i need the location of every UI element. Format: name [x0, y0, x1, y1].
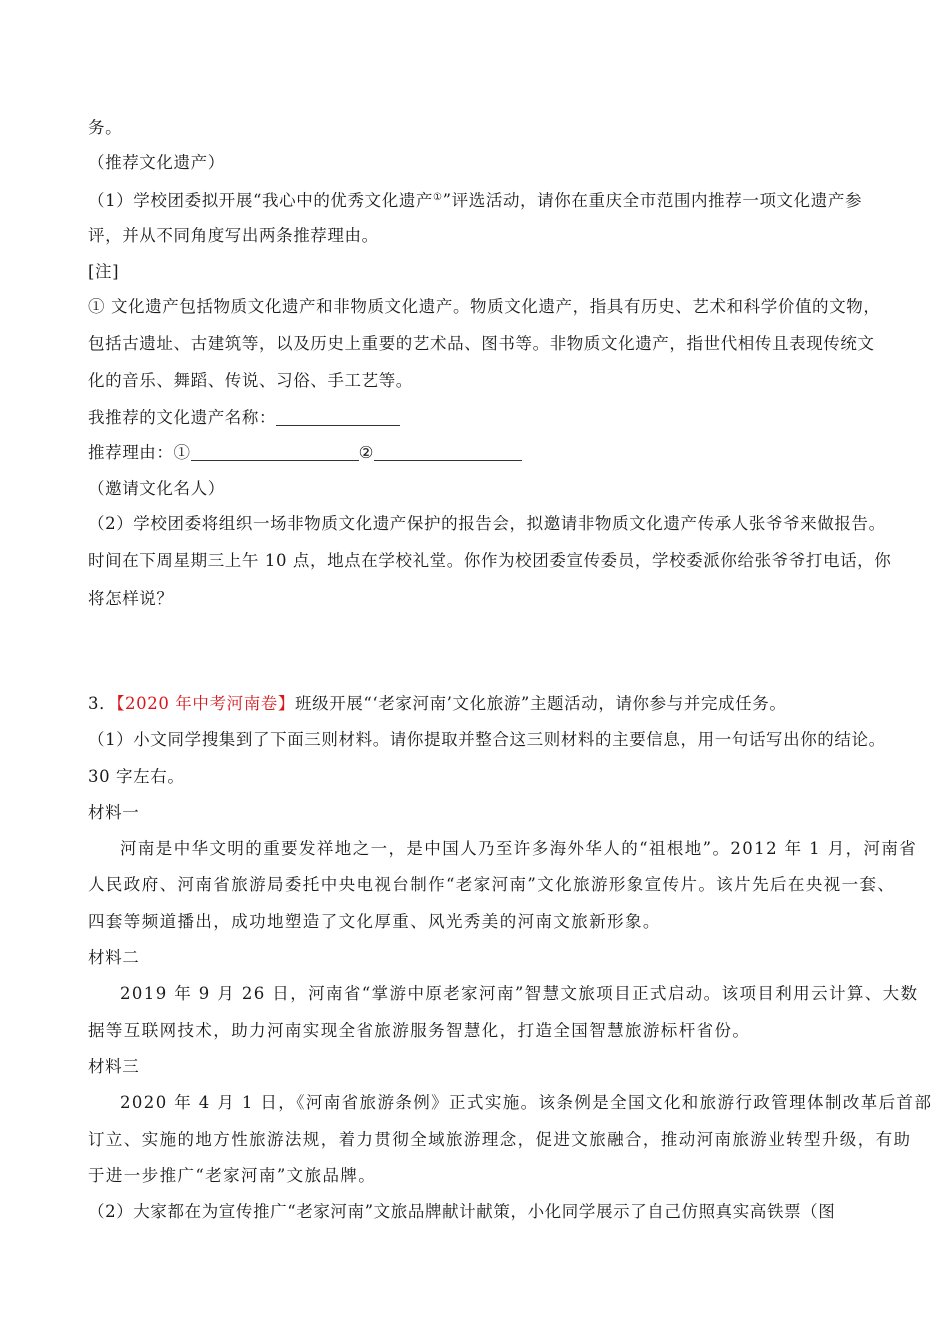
exam-source-tag: 【2020 年中考河南卷】	[116, 694, 295, 713]
heading-invite-celebrity: （邀请文化名人）	[88, 479, 225, 498]
note-label: [注]	[88, 262, 120, 281]
material-3-line-1: 2020 年 4 月 1 日，《河南省旅游条例》正式实施。该条例是全国文化和旅游行政管理体制改革后首部	[120, 1093, 933, 1112]
material-3-label: 材料三	[88, 1057, 140, 1076]
question-1-line-1: （1）学校团委拟开展“我心中的优秀文化遗产①”评选活动，请你在重庆全市范围内推荐一项文化遗产参	[88, 191, 863, 210]
material-2-label: 材料二	[88, 948, 140, 967]
material-1-line-3: 四套等频道播出，成功地塑造了文化厚重、风光秀美的河南文旅新形象。	[88, 912, 661, 931]
q3-part-2-line-1: （2）大家都在为宣传推广“老家河南”文旅品牌献计献策，小化同学展示了自己仿照真实高铁票（图	[88, 1202, 836, 1221]
heritage-name-row	[88, 407, 878, 429]
reason-1-blank[interactable]	[191, 446, 359, 461]
question-intro: 班级开展“‘老家河南’文化旅游”主题活动，请你参与并完成任务。	[295, 694, 787, 713]
reason-2-blank[interactable]	[374, 446, 522, 461]
material-2-line-1: 2019 年 9 月 26 日，河南省“掌游中原老家河南”智慧文旅项目正式启动。该项目利用云计算、大数	[120, 984, 919, 1003]
material-3-line-2: 订立、实施的地方性旅游法规，着力贯彻全域旅游理念，促进文旅融合，推动河南旅游业转型升级，有助	[88, 1130, 912, 1149]
heading-recommend-heritage: （推荐文化遗产）	[88, 153, 225, 172]
question-2-line-3: 将怎样说？	[88, 589, 174, 608]
note-line-1: ① 文化遗产包括物质文化遗产和非物质文化遗产。物质文化遗产，指具有历史、艺术和科学价值的文物，	[88, 297, 881, 316]
reason-row	[88, 442, 878, 464]
question-2-line-1: （2）学校团委将组织一场非物质文化遗产保护的报告会，拟邀请非物质文化遗产传承人张爷爷来做报告。	[88, 514, 886, 533]
q3-part-1-line-2: 30 字左右。	[88, 767, 185, 786]
question-2-line-2: 时间在下周星期三上午 10 点，地点在学校礼堂。你作为校团委宣传委员，学校委派你给张爷爷打电话，你	[88, 551, 892, 570]
heritage-name-blank[interactable]	[276, 411, 400, 426]
note-line-3: 化的音乐、舞蹈、传说、习俗、手工艺等。	[88, 371, 413, 390]
note-line-2: 包括古遗址、古建筑等，以及历史上重要的艺术品、图书等。非物质文化遗产，指世代相传且表现传统文	[88, 334, 875, 353]
footnote-marker: ①	[433, 192, 443, 203]
question-number: 3．	[88, 694, 117, 713]
question-1-line-2: 评，并从不同角度写出两条推荐理由。	[88, 226, 379, 245]
q3-part-1-line-1: （1）小文同学搜集到了下面三则材料。请你提取并整合这三则材料的主要信息，用一句话写出你的结论。	[88, 730, 886, 749]
reason-2-marker: ②	[358, 443, 375, 462]
material-1-line-1: 河南是中华文明的重要发祥地之一，是中国人乃至许多海外华人的“祖根地”。2012 年 1 月，河南省	[120, 839, 918, 858]
question-3-header	[88, 693, 878, 715]
material-2-line-2: 据等互联网技术，助力河南实现全省旅游服务智慧化，打造全国智慧旅游标杆省份。	[88, 1021, 751, 1040]
material-1-label: 材料一	[88, 803, 140, 822]
continuation-text: 务。	[88, 118, 123, 137]
material-1-line-2: 人民政府、河南省旅游局委托中央电视台制作“老家河南”文化旅游形象宣传片。该片先后在央视一套、	[88, 875, 896, 894]
material-3-line-3: 于进一步推广“老家河南”文旅品牌。	[88, 1166, 377, 1185]
reason-label: 推荐理由：①	[88, 443, 191, 462]
heritage-name-label: 我推荐的文化遗产名称：	[88, 408, 277, 427]
